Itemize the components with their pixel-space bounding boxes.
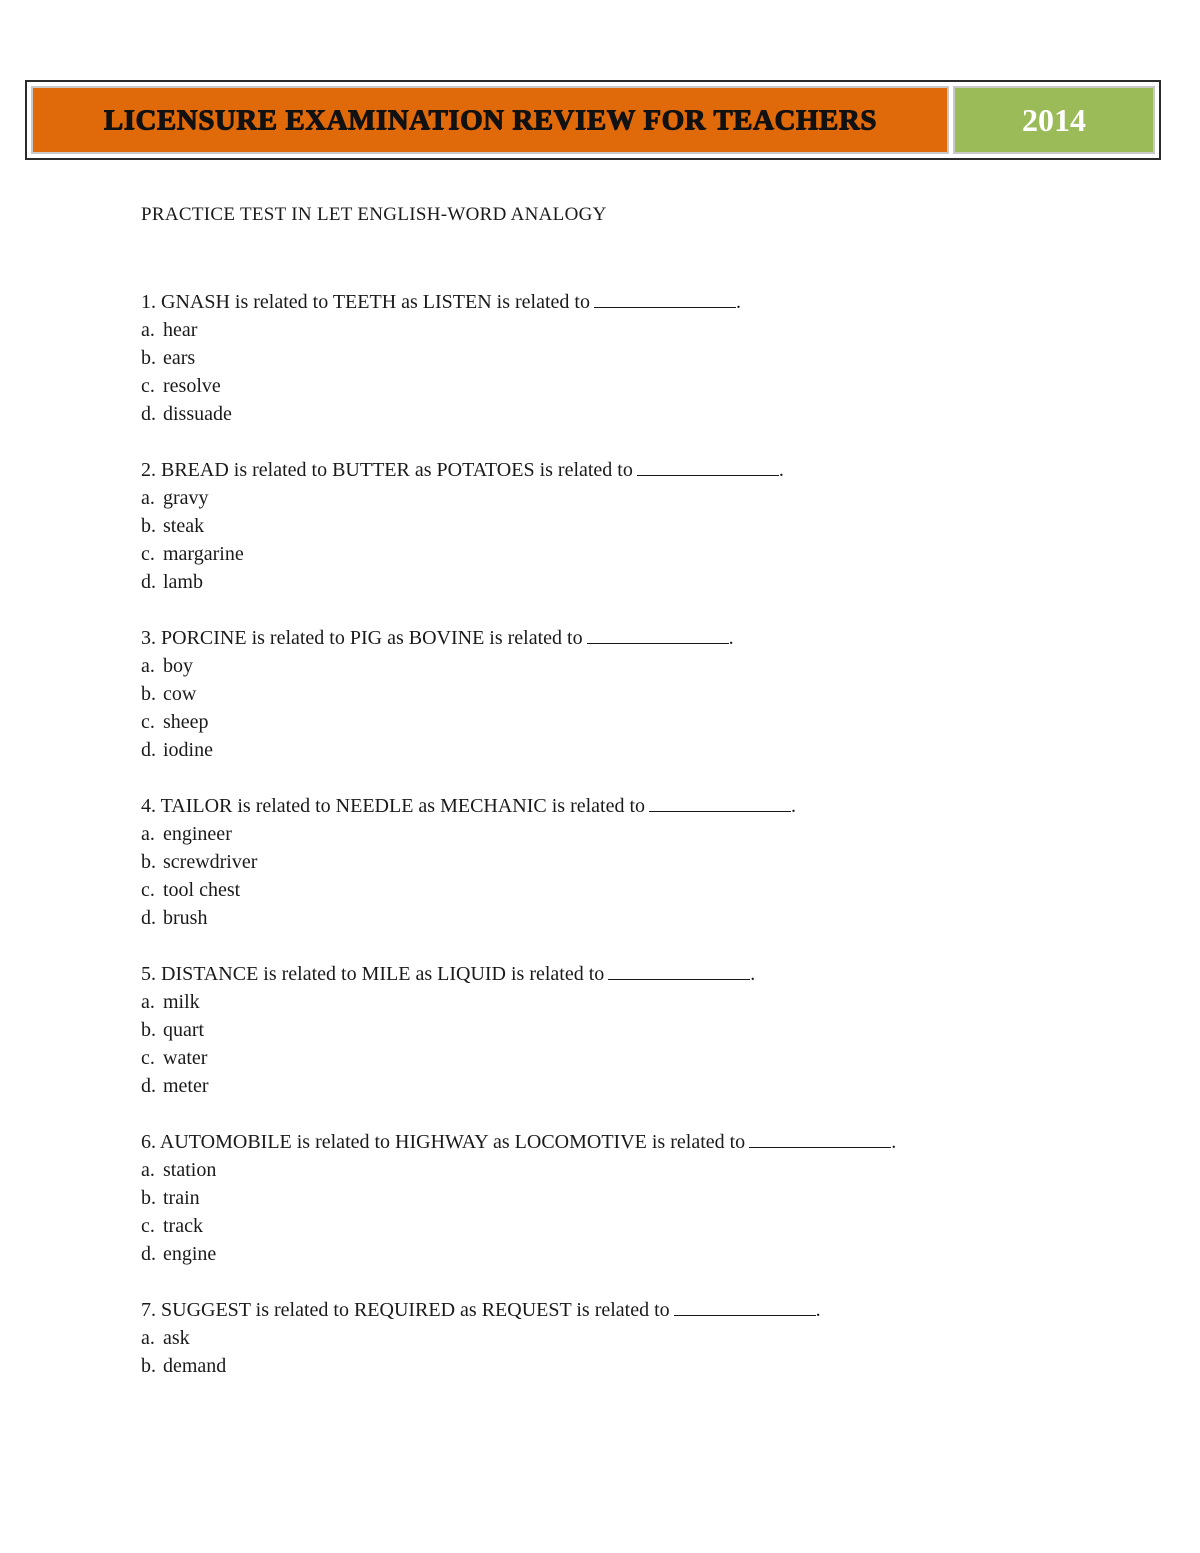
question-5 [141,960,1101,1100]
option-letter: d. [141,739,156,761]
option-text: tool chest [163,879,241,901]
option-text: boy [163,655,193,677]
question-stem-line [141,960,1101,988]
option-letter: d. [141,571,156,593]
answer-option [141,540,1101,568]
question-end-punct: . [891,1131,897,1153]
answer-option [141,876,1101,904]
question-1 [141,288,1101,428]
question-2 [141,456,1101,596]
answer-blank [637,457,779,476]
question-stem: PORCINE is related to PIG as BOVINE is related to [161,627,583,649]
answer-option [141,988,1101,1016]
option-text: quart [163,1019,205,1041]
answer-blank [587,625,729,644]
option-text: train [163,1187,200,1209]
question-6 [141,1128,1101,1268]
option-text: hear [163,319,198,341]
question-stem: GNASH is related to TEETH as LISTEN is related to [161,291,590,313]
question-end-punct: . [750,963,756,985]
answer-option [141,400,1101,428]
option-letter: c. [141,543,155,565]
option-text: resolve [163,375,221,397]
question-number: 7. [141,1299,156,1321]
option-text: lamb [163,571,203,593]
question-stem-line [141,624,1101,652]
answer-option [141,1072,1101,1100]
answer-option [141,1212,1101,1240]
answer-blank [594,289,736,308]
question-4 [141,792,1101,932]
option-text: iodine [163,739,213,761]
option-letter: c. [141,1047,155,1069]
option-letter: b. [141,1019,156,1041]
option-text: screwdriver [163,851,258,873]
question-number: 5. [141,963,156,985]
option-letter: a. [141,487,155,509]
question-stem-line [141,1128,1101,1156]
answer-option [141,316,1101,344]
question-stem: SUGGEST is related to REQUIRED as REQUEST is related to [161,1299,670,1321]
option-letter: d. [141,1075,156,1097]
option-letter: d. [141,1243,156,1265]
option-text: water [163,1047,208,1069]
option-text: engine [163,1243,217,1265]
option-text: ears [163,347,196,369]
header-title-box [31,86,949,154]
option-letter: b. [141,515,156,537]
answer-blank [608,961,750,980]
answer-option [141,1240,1101,1268]
answer-option [141,708,1101,736]
header-banner [25,80,1161,160]
option-text: gravy [163,487,209,509]
option-text: milk [163,991,200,1013]
answer-option [141,820,1101,848]
option-letter: b. [141,347,156,369]
answer-option [141,512,1101,540]
question-stem: BREAD is related to BUTTER as POTATOES is related to [161,459,633,481]
answer-option [141,484,1101,512]
question-end-punct: . [728,627,734,649]
header-title: LICENSURE EXAMINATION REVIEW FOR TEACHERS [103,104,877,136]
option-letter: a. [141,991,155,1013]
option-letter: b. [141,1187,156,1209]
option-letter: c. [141,1215,155,1237]
answer-option [141,1324,1101,1352]
question-stem: TAILOR is related to NEEDLE as MECHANIC is related to [160,795,646,817]
document-title: PRACTICE TEST IN LET ENGLISH-WORD ANALOGY [141,204,607,225]
option-letter: c. [141,375,155,397]
option-text: station [163,1159,217,1181]
question-end-punct: . [791,795,797,817]
answer-option [141,904,1101,932]
option-text: ask [163,1327,190,1349]
question-end-punct: . [735,291,741,313]
question-number: 2. [141,459,156,481]
answer-blank [674,1297,816,1316]
header-year: 2014 [1022,101,1086,138]
answer-option [141,652,1101,680]
answer-option [141,848,1101,876]
option-letter: d. [141,403,156,425]
question-number: 3. [141,627,156,649]
option-text: margarine [163,543,244,565]
option-text: meter [163,1075,209,1097]
question-end-punct: . [778,459,784,481]
option-text: cow [163,683,197,705]
header-year-box [953,86,1155,154]
option-text: demand [163,1355,227,1377]
option-text: track [163,1215,203,1237]
question-stem-line [141,792,1101,820]
question-number: 4. [141,795,156,817]
answer-option [141,372,1101,400]
option-letter: a. [141,1159,155,1181]
option-letter: d. [141,907,156,929]
answer-option [141,680,1101,708]
answer-option [141,1184,1101,1212]
question-stem-line [141,288,1101,316]
question-list [141,288,1101,1380]
answer-option [141,736,1101,764]
question-stem-line [141,1296,1101,1324]
answer-option [141,1156,1101,1184]
answer-option [141,1352,1101,1380]
question-number: 6. [141,1131,156,1153]
document-body [141,200,1101,1408]
option-letter: b. [141,851,156,873]
option-letter: c. [141,711,155,733]
question-3 [141,624,1101,764]
answer-option [141,344,1101,372]
question-number: 1. [141,291,156,313]
option-letter: a. [141,655,155,677]
option-letter: a. [141,823,155,845]
option-text: engineer [163,823,232,845]
option-text: brush [163,907,208,929]
question-end-punct: . [815,1299,821,1321]
answer-option [141,1044,1101,1072]
option-text: sheep [163,711,209,733]
answer-blank [749,1129,891,1148]
answer-option [141,1016,1101,1044]
option-text: dissuade [163,403,232,425]
answer-option [141,568,1101,596]
question-stem: DISTANCE is related to MILE as LIQUID is related to [161,963,605,985]
option-letter: b. [141,1355,156,1377]
option-letter: a. [141,1327,155,1349]
option-letter: a. [141,319,155,341]
question-stem: AUTOMOBILE is related to HIGHWAY as LOCOMOTIVE is related to [159,1131,746,1153]
option-text: steak [163,515,205,537]
question-stem-line [141,456,1101,484]
answer-blank [649,793,791,812]
option-letter: c. [141,879,155,901]
option-letter: b. [141,683,156,705]
question-7 [141,1296,1101,1380]
